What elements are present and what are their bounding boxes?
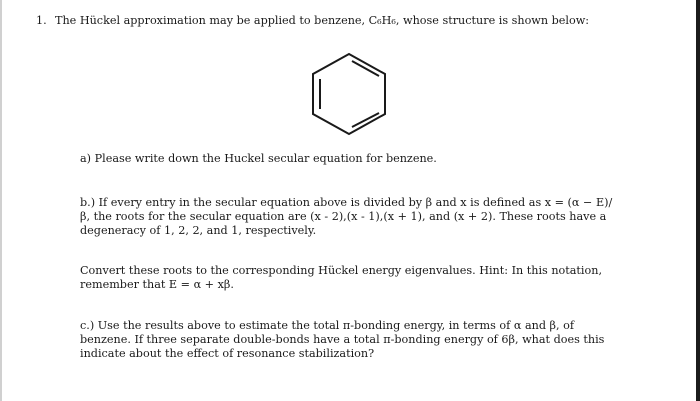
page-right-edge	[696, 0, 700, 401]
convert-instruction	[80, 264, 602, 292]
question-text: The Hückel approximation may be applied to benzene, C₆H₆, whose structure is shown below:	[55, 14, 590, 27]
part-a-text: a) Please write down the Huckel secular equation for benzene.	[80, 152, 437, 165]
convert-line: remember that E = α + xβ.	[80, 278, 234, 291]
part-c-line: indicate about the effect of resonance stabilization?	[80, 347, 375, 360]
part-b-line: b.) If every entry in the secular equation above is divided by β and x is defined as x = (α − E)/	[80, 196, 613, 209]
page-left-edge	[0, 0, 2, 401]
question-number: 1.	[36, 14, 47, 27]
benzene-ring-icon	[302, 50, 396, 136]
part-b-line: β, the roots for the secular equation are (x - 2),(x - 1),(x + 1), and (x + 2). These roots have a	[80, 210, 607, 223]
part-c-line: benzene. If three separate double-bonds have a total π-bonding energy of 6β, what does this	[80, 333, 605, 346]
convert-line: Convert these roots to the corresponding Hückel energy eigenvalues. Hint: In this notation,	[80, 264, 603, 277]
part-c-line: c.) Use the results above to estimate the total π-bonding energy, in terms of α and β, of	[80, 319, 575, 332]
part-c	[80, 319, 604, 361]
part-b	[80, 196, 612, 238]
benzene-structure	[302, 50, 396, 140]
part-a	[80, 152, 437, 166]
part-b-line: degeneracy of 1, 2, 2, and 1, respectively.	[80, 224, 317, 237]
